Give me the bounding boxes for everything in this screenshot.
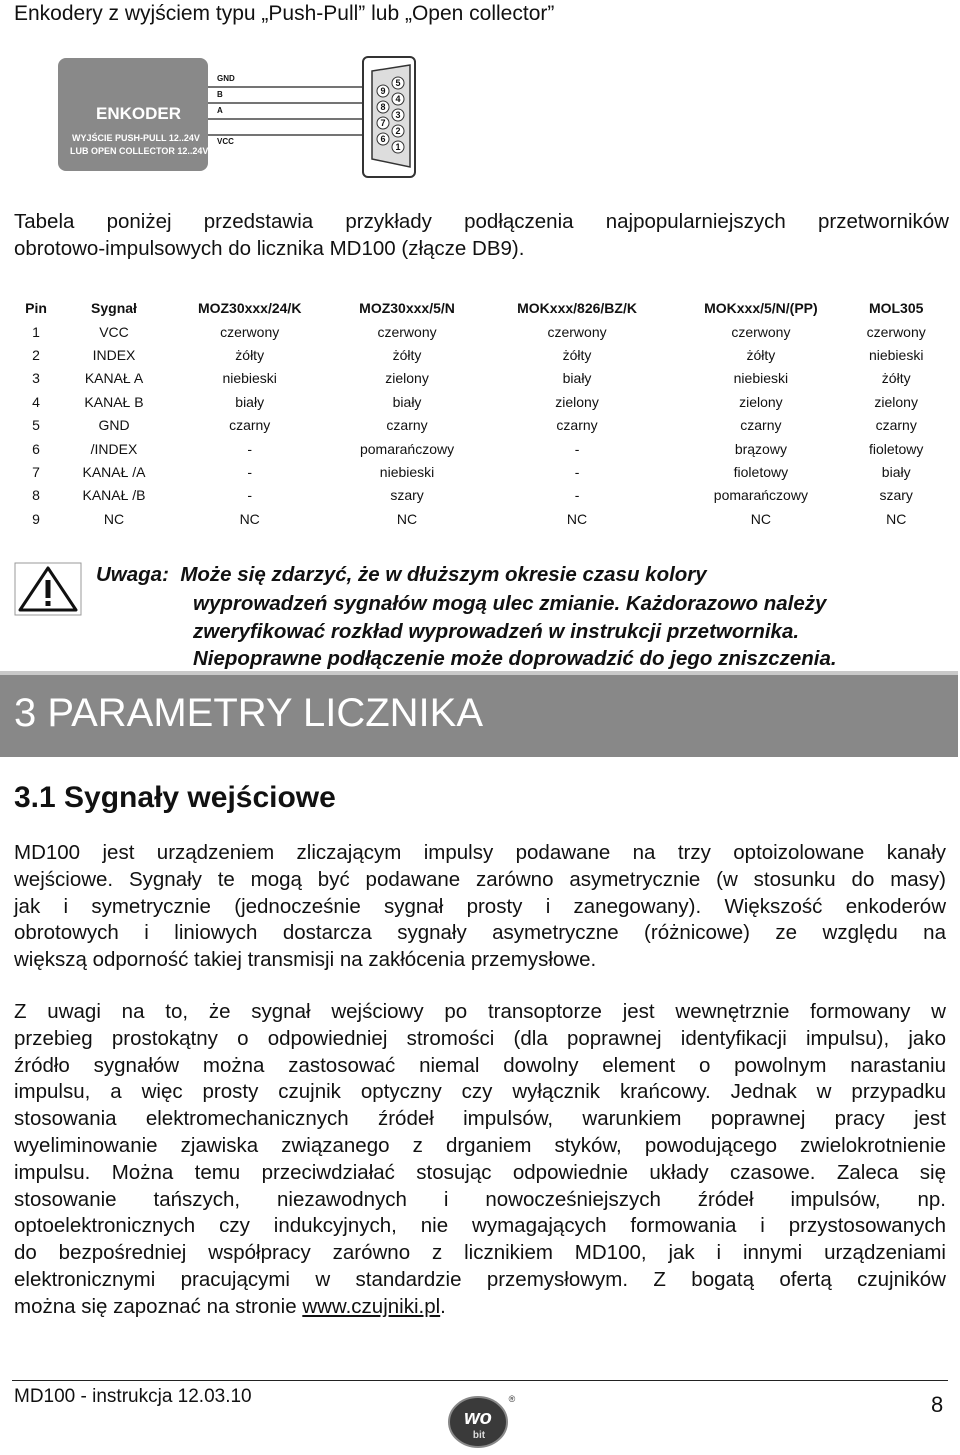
table-cell: NC: [396, 510, 418, 527]
page-number: 8: [931, 1392, 944, 1417]
intro-line: obrotowo-impulsowych do licznika MD100 (złącze DB9).: [14, 237, 525, 260]
table-cell: czerwony: [547, 323, 607, 340]
intro-line: Tabela poniżej przedstawia przykłady podłączenia najpopularniejszych przetworników: [14, 210, 949, 233]
column-header: MOZ30xxx/5/N: [359, 300, 455, 316]
table-cell: pomarańczowy: [359, 440, 455, 457]
paragraph-line: elektronicznymi pracującymi w standardzie przemysłowym. Z bogatą ofertą czujników: [14, 1267, 946, 1291]
table-cell: czarny: [875, 417, 917, 434]
table-cell: KANAŁ /A: [82, 464, 146, 481]
paragraph-line: impulsu. Można temu przeciwdziałać stosując odpowiednie układy czasowe. Zaleca się: [14, 1160, 946, 1184]
table-cell: brązowy: [734, 440, 787, 457]
table-cell: VCC: [99, 323, 129, 340]
pin-label: 2: [395, 126, 401, 136]
paragraph-last-line: [14, 1294, 946, 1321]
paragraph-line: MD100 jest urządzeniem zliczającym impulsy podawane na trzy optoizolowane kanały: [14, 841, 946, 864]
table-row: [12, 343, 942, 366]
table-row: [12, 414, 942, 437]
logo-text-bottom: bit: [472, 1430, 486, 1441]
pin-label: 7: [380, 118, 386, 128]
warning-text-line: wyprowadzeń sygnałów mogą ulec zmianie. Każdorazowo należy: [193, 592, 827, 615]
pin-label: 1: [395, 142, 401, 152]
pin-label: 3: [395, 110, 401, 120]
pin-label: 4: [395, 94, 401, 104]
table-cell: żółty: [881, 370, 911, 387]
warning-label: Uwaga:: [96, 563, 169, 586]
encoder-spec-line2: LUB OPEN COLLECTOR 12..24V: [70, 146, 209, 156]
table-cell: niebieski: [379, 464, 435, 481]
table-cell: żółty: [562, 347, 592, 364]
column-header: MOKxxx/826/BZ/K: [517, 300, 637, 316]
paragraph-line: większą odporność takiej transmisji na zakłócenia przemysłowe.: [14, 948, 597, 972]
table-cell: biały: [235, 393, 265, 410]
table-cell: 9: [32, 510, 40, 527]
table-row: [12, 460, 942, 483]
pinout-table: [12, 296, 942, 531]
wire-label-gnd: GND: [217, 74, 235, 83]
table-row: [12, 390, 942, 413]
table-cell: /INDEX: [90, 440, 138, 457]
table-cell: 8: [32, 487, 40, 504]
paragraph-line: obrotowych i liniowych dostarcza sygnały asymetryczne (różnicowe) ze względu na: [14, 921, 946, 945]
paragraph-line: optoelektronicznych czy indukcyjnych, nie wymagających formowania i przystosowanych: [14, 1214, 946, 1238]
paragraph-line: Z uwagi na to, że sygnał wejściowy po transoptorze jest wewnętrznie formowany w: [14, 1000, 946, 1023]
table-cell: zielony: [385, 370, 429, 387]
paragraph-line-end: .: [440, 1294, 446, 1318]
table-cell: biały: [881, 464, 911, 481]
table-cell: NC: [566, 510, 588, 527]
table-row: [12, 367, 942, 390]
intro-paragraph: [14, 208, 949, 262]
table-cell: czarny: [229, 417, 271, 434]
table-cell: -: [574, 487, 580, 504]
paragraph-signal-sources: [14, 999, 946, 1321]
db9-connector: [363, 57, 415, 177]
table-cell: KANAŁ /B: [82, 487, 146, 504]
warning-text: [193, 590, 837, 673]
warning-text-line: Może się zdarzyć, że w dłuższym okresie czasu kolory: [180, 563, 707, 586]
section-title: 3 PARAMETRY LICZNIKA: [14, 691, 484, 735]
table-cell: -: [574, 464, 580, 481]
table-cell: niebieski: [868, 347, 924, 364]
table-cell: -: [247, 440, 253, 457]
warning-icon: [14, 562, 82, 616]
warning-text-line: Niepoprawne podłączenie może doprowadzić do jego zniszczenia.: [193, 647, 837, 670]
table-cell: niebieski: [733, 370, 789, 387]
paragraph-input-signals: [14, 840, 946, 974]
column-header: Pin: [25, 300, 47, 316]
table-cell: NC: [103, 510, 125, 527]
table-cell: 3: [32, 370, 40, 387]
paragraph-line: wyeliminowanie zjawiska związanego z drganiem styków, powodującego zwielokrotnienie: [14, 1133, 946, 1157]
table-cell: fioletowy: [733, 464, 789, 481]
paragraph-line: źródło sygnałów można zastosować niemal dowolny element o powolnym narastaniu: [14, 1053, 946, 1077]
table-row: [12, 437, 942, 460]
table-cell: INDEX: [92, 347, 136, 364]
column-header: Sygnał: [91, 300, 137, 316]
table-cell: czarny: [386, 417, 428, 434]
footer-divider: [12, 1380, 948, 1381]
table-row: [12, 484, 942, 507]
table-cell: NC: [886, 510, 907, 527]
column-header: MOL305: [868, 300, 924, 316]
logo-text-top: wo: [464, 1407, 492, 1429]
paragraph-line: stosowania elektromechanicznych źródeł impulsów, warunkiem poprawnej pracy jest: [14, 1107, 946, 1131]
table-cell: biały: [562, 370, 592, 387]
paragraph-line: przebieg prostokątny o odpowiedniej stromości (dla poprawnej identyfikacji impulsu), jako: [14, 1026, 946, 1050]
table-cell: czerwony: [866, 323, 926, 340]
table-cell: pomarańczowy: [713, 487, 808, 504]
wiring-diagram: [200, 55, 430, 180]
table-cell: -: [247, 464, 253, 481]
table-cell: GND: [98, 417, 130, 434]
registered-mark: ®: [508, 1394, 516, 1404]
table-cell: czerwony: [731, 323, 791, 340]
wobit-logo: [446, 1392, 518, 1450]
encoder-name: ENKODER: [96, 104, 182, 123]
table-cell: -: [574, 440, 580, 457]
table-cell: żółty: [235, 347, 265, 364]
column-header: MOKxxx/5/N/(PP): [704, 300, 818, 316]
warning-text-line: zweryfikować rozkład wyprowadzeń w instrukcji przetwornika.: [193, 619, 800, 643]
table-header-row: [12, 296, 942, 320]
table-cell: zielony: [739, 393, 783, 410]
table-cell: 2: [32, 347, 40, 364]
table-cell: zielony: [874, 393, 918, 410]
table-cell: fioletowy: [868, 440, 924, 457]
table-cell: szary: [390, 487, 424, 504]
table-cell: KANAŁ A: [84, 370, 144, 387]
wire-label-a: A: [217, 106, 223, 115]
paragraph-line: stosowanie tańszych, niezawodnych i nowocześniejszych źródeł impulsów, np.: [14, 1187, 946, 1211]
table-row: [12, 507, 942, 530]
table-cell: czarny: [740, 417, 782, 434]
wire-label-vcc: VCC: [217, 137, 234, 146]
table-cell: żółty: [392, 347, 422, 364]
table-cell: czerwony: [377, 323, 437, 340]
table-cell: czerwony: [220, 323, 280, 340]
table-cell: zielony: [555, 393, 599, 410]
table-cell: KANAŁ B: [84, 393, 144, 410]
page-header-title: Enkodery z wyjściem typu „Push-Pull” lub „Open collector”: [14, 2, 555, 25]
table-cell: 7: [32, 464, 40, 481]
pin-label: 5: [395, 78, 401, 88]
paragraph-line: impulsu, a więc prosty czujnik optyczny czy wyłącznik krańcowy. Jednak w przypadku: [14, 1080, 946, 1104]
table-body: [12, 320, 942, 531]
table-cell: 4: [32, 393, 40, 410]
pin-label: 8: [380, 102, 386, 112]
table-cell: niebieski: [222, 370, 277, 387]
table-row: [12, 320, 942, 343]
table-cell: NC: [239, 510, 260, 527]
paragraph-line-text: można się zapoznać na stronie: [14, 1294, 303, 1318]
pin-label: 9: [380, 86, 386, 96]
website-link[interactable]: www.czujniki.pl: [302, 1294, 441, 1318]
paragraph-line: wejściowe. Sygnały te mogą być podawane zarówno asymetrycznie (w stosunku do masy): [14, 867, 946, 891]
table-cell: 6: [32, 440, 40, 457]
table-cell: 5: [32, 417, 40, 434]
paragraph-line: do bezpośredniej współpracy zarówno z licznikiem MD100, jak i innymi urządzeniami: [14, 1241, 946, 1265]
subsection-title: 3.1 Sygnały wejściowe: [14, 781, 336, 814]
table-cell: biały: [392, 393, 422, 410]
encoder-spec-line1: WYJŚCIE PUSH-PULL 12..24V: [72, 133, 200, 143]
pin-label: 6: [380, 134, 386, 144]
footer-doc-title: MD100 - instrukcja 12.03.10: [14, 1386, 252, 1407]
wire-label-b: B: [217, 90, 223, 99]
table-cell: NC: [750, 510, 771, 527]
table-cell: czarny: [556, 417, 598, 434]
warning-first-line: [96, 563, 707, 587]
table-cell: 1: [32, 323, 40, 340]
table-cell: szary: [879, 487, 913, 504]
column-header: MOZ30xxx/24/K: [197, 300, 302, 316]
table-cell: żółty: [746, 347, 776, 364]
paragraph-line: jak i symetrycznie (jednocześnie sygnał prosty i zanegowany). Większość enkoderów: [14, 894, 946, 918]
table-cell: -: [247, 487, 253, 504]
